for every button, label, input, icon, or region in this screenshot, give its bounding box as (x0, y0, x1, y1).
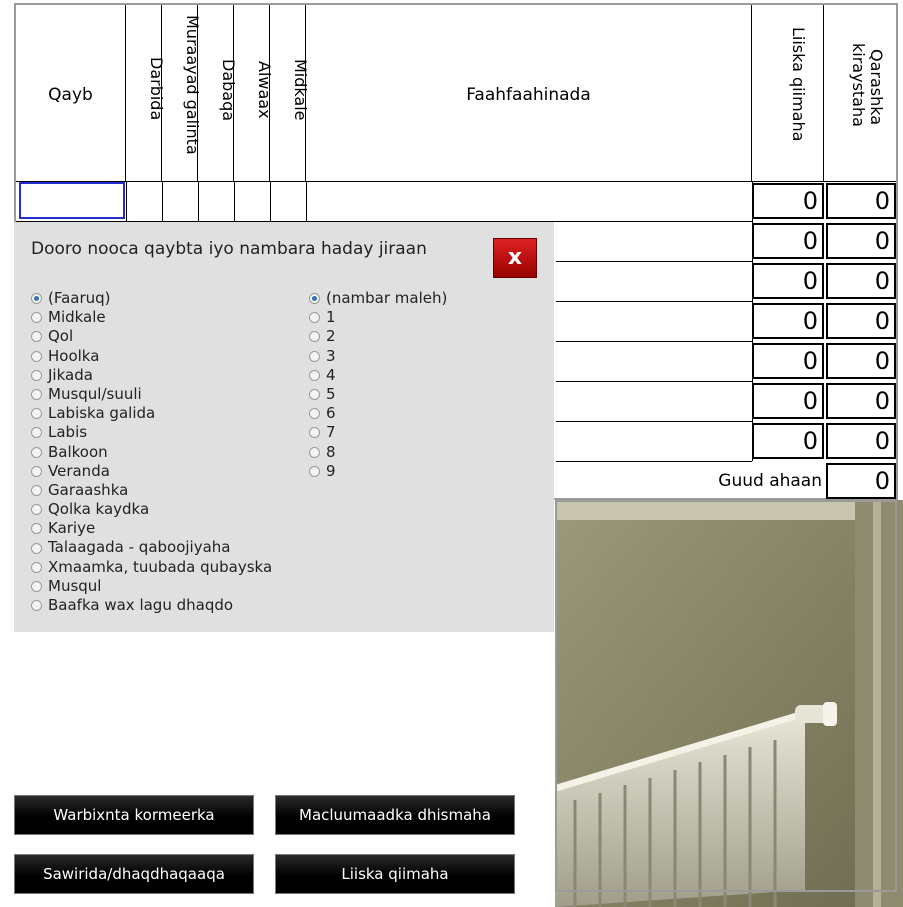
radio-button-icon[interactable] (31, 562, 42, 573)
room-number-option[interactable] (309, 289, 447, 308)
radio-button-icon[interactable] (31, 600, 42, 611)
close-button[interactable]: x (493, 238, 537, 278)
room-type-option-label: Veranda (48, 461, 110, 480)
radio-button-icon[interactable] (31, 447, 42, 458)
room-type-option[interactable] (31, 577, 272, 596)
radio-button-icon[interactable] (309, 293, 320, 304)
room-type-option[interactable] (31, 596, 272, 615)
total-value: 0 (826, 463, 896, 499)
selected-qayb-cell[interactable] (19, 182, 125, 219)
row-divider (126, 181, 127, 221)
row-divider (556, 461, 752, 462)
room-type-option-label: Jikada (48, 365, 93, 384)
room-type-option-label: Musqul (48, 576, 102, 595)
inspection-report-button[interactable]: Warbixnta kormeerka (14, 795, 254, 835)
radio-button-icon[interactable] (309, 389, 320, 400)
qarashka-cell[interactable]: 0 (826, 263, 896, 299)
room-number-list (309, 289, 447, 481)
room-type-option[interactable] (31, 385, 272, 404)
radio-button-icon[interactable] (31, 504, 42, 515)
room-number-option-label: 8 (326, 442, 336, 461)
room-type-option-label: Xmaamka, tuubada qubayska (48, 557, 273, 576)
room-type-option[interactable] (31, 404, 272, 423)
room-type-option[interactable] (31, 308, 272, 327)
building-info-button[interactable]: Macluumaadka dhismaha (275, 795, 515, 835)
room-type-dialog (14, 222, 554, 632)
radio-button-icon[interactable] (31, 331, 42, 342)
room-type-option-label: Baafka wax lagu dhaqdo (48, 596, 234, 614)
room-number-option[interactable] (309, 443, 447, 462)
room-number-option-label: 9 (326, 461, 336, 480)
photo-movement-button[interactable]: Sawirida/dhaqdhaqaaqa (14, 854, 254, 894)
header-muraayad (162, 5, 202, 181)
room-type-option-label: (Faaruq) (48, 289, 111, 307)
room-type-option-label: Kariye (48, 519, 96, 538)
qarashka-cell[interactable]: 0 (826, 183, 896, 219)
room-type-option-label: Midkale (48, 308, 106, 327)
row-divider (556, 261, 752, 262)
room-number-option[interactable] (309, 327, 447, 346)
room-type-option[interactable] (31, 500, 272, 519)
qarashka-cell[interactable]: 0 (826, 343, 896, 379)
radio-button-icon[interactable] (31, 581, 42, 592)
room-number-option[interactable] (309, 423, 447, 442)
header-faahfaahinada-label: Faahfaahinada (466, 85, 591, 105)
radio-button-icon[interactable] (31, 389, 42, 400)
row-divider (306, 181, 307, 221)
room-type-option-label: Labis (48, 423, 88, 442)
radio-button-icon[interactable] (31, 427, 42, 438)
room-type-option[interactable] (31, 289, 272, 308)
room-type-option-label: Qolka kaydka (48, 500, 150, 519)
row-divider (556, 301, 752, 302)
room-type-option-label: Balkoon (48, 442, 108, 461)
row-divider (556, 381, 752, 382)
radio-button-icon[interactable] (309, 466, 320, 477)
qarashka-cell[interactable]: 0 (826, 303, 896, 339)
room-number-option[interactable] (309, 385, 447, 404)
liiska-cell[interactable]: 0 (752, 263, 824, 299)
row-divider (162, 181, 163, 221)
header-alwaax (234, 5, 274, 181)
price-list-button[interactable]: Liiska qiimaha (275, 854, 515, 894)
liiska-cell[interactable]: 0 (752, 423, 824, 459)
row-divider (234, 181, 235, 221)
room-number-option-label: 5 (326, 384, 336, 403)
radio-button-icon[interactable] (31, 312, 42, 323)
qarashka-cell[interactable]: 0 (826, 383, 896, 419)
row-divider (198, 181, 199, 221)
room-type-option[interactable] (31, 366, 272, 385)
room-number-option-label: 1 (326, 308, 336, 327)
header-divider (16, 181, 896, 182)
room-number-option-label: 7 (326, 423, 336, 442)
header-liiska-label: Liiska qiimaha (789, 27, 808, 142)
qarashka-cell[interactable]: 0 (826, 223, 896, 259)
room-number-option-label: 3 (326, 346, 336, 365)
radio-button-icon[interactable] (31, 543, 42, 554)
radio-button-icon[interactable] (31, 408, 42, 419)
radio-button-icon[interactable] (31, 370, 42, 381)
radio-button-icon[interactable] (31, 351, 42, 362)
total-label: Guud ahaan (718, 471, 822, 491)
radio-button-icon[interactable] (31, 293, 42, 304)
dialog-title: Dooro nooca qaybta iyo nambara haday jiraan (31, 239, 427, 259)
room-type-option-label: Musqul/suuli (48, 384, 142, 403)
room-number-option-label: 4 (326, 365, 336, 384)
room-type-option[interactable] (31, 538, 272, 557)
room-type-option[interactable] (31, 327, 272, 346)
liiska-cell[interactable]: 0 (752, 343, 824, 379)
header-midkale (270, 5, 310, 181)
room-type-list (31, 289, 272, 615)
header-qayb-label: Qayb (48, 85, 93, 105)
room-type-option[interactable] (31, 481, 272, 500)
room-type-option[interactable] (31, 423, 272, 442)
liiska-cell[interactable]: 0 (752, 223, 824, 259)
qarashka-cell[interactable]: 0 (826, 423, 896, 459)
header-qarashka (824, 5, 896, 181)
header-darbida (126, 5, 166, 181)
room-number-option[interactable] (309, 347, 447, 366)
header-liiska (752, 5, 824, 181)
room-number-option[interactable] (309, 366, 447, 385)
header-dabaqa (198, 5, 238, 181)
room-number-option-label: (nambar maleh) (326, 289, 448, 307)
room-type-option[interactable] (31, 347, 272, 366)
room-number-option-label: 6 (326, 404, 336, 423)
header-alwaax-label: Alwaax (255, 61, 274, 119)
header-qarashka-label-2: kiraystaha (849, 43, 868, 127)
radio-button-icon[interactable] (309, 447, 320, 458)
radio-button-icon[interactable] (309, 427, 320, 438)
header-qarashka-label-1: Qarashka (867, 49, 886, 126)
header-qayb (16, 5, 126, 181)
radio-button-icon[interactable] (309, 331, 320, 342)
room-type-option-label: Labiska galida (48, 404, 156, 423)
header-darbida-label: Darbida (147, 57, 166, 121)
room-type-option[interactable] (31, 519, 272, 538)
liiska-cell[interactable]: 0 (752, 183, 824, 219)
header-dabaqa-label: Dabaqa (219, 59, 238, 122)
room-photo (555, 500, 903, 907)
radio-button-icon[interactable] (31, 485, 42, 496)
room-number-option[interactable] (309, 308, 447, 327)
room-type-option[interactable] (31, 558, 272, 577)
liiska-cell[interactable]: 0 (752, 303, 824, 339)
header-faahfaahinada (306, 5, 752, 181)
header-midkale-label: Midkale (291, 59, 310, 121)
room-type-option-label: Talaagada - qaboojiyaha (48, 538, 231, 557)
radio-button-icon[interactable] (309, 408, 320, 419)
room-type-option-label: Qol (48, 327, 74, 346)
room-type-option[interactable] (31, 462, 272, 481)
room-number-option-label: 2 (326, 327, 336, 346)
room-number-option[interactable] (309, 462, 447, 481)
radio-button-icon[interactable] (31, 466, 42, 477)
row-divider (556, 341, 752, 342)
room-type-option[interactable] (31, 443, 272, 462)
room-number-option[interactable] (309, 404, 447, 423)
radio-button-icon[interactable] (309, 312, 320, 323)
room-type-option-label: Garaashka (48, 480, 129, 499)
radio-button-icon[interactable] (309, 370, 320, 381)
radio-button-icon[interactable] (309, 351, 320, 362)
liiska-cell[interactable]: 0 (752, 383, 824, 419)
row-divider (270, 181, 271, 221)
radiator-photo (555, 500, 903, 907)
header-muraayad-label: Muraayad galinta (183, 15, 202, 155)
radio-button-icon[interactable] (31, 523, 42, 534)
room-type-option-label: Hoolka (48, 346, 100, 365)
row-divider (556, 421, 752, 422)
